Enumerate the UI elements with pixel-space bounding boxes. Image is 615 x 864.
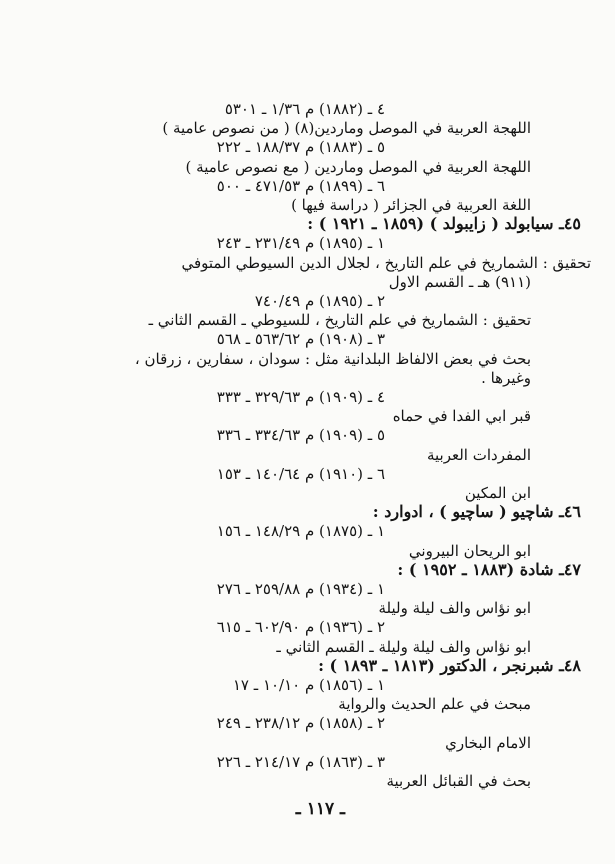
entry-title-line: وغيرها . <box>481 369 531 387</box>
entry-ref-line: ١ ـ (١٨٩٥) م ٢٣١/٤٩ ـ ٢٤٣ <box>216 234 385 252</box>
entry-ref-line: ٢ ـ (١٩٣٦) م ٦٠٢/٩٠ ـ ٦١٥ <box>216 618 385 636</box>
entry-ref-line: ٢ ـ (١٨٩٥) م ٧٤٠/٤٩ <box>254 292 385 310</box>
entry-ref-line: ٤ ـ (١٩٠٩) م ٣٢٩/٦٣ ـ ٣٣٣ <box>216 388 385 406</box>
entry-ref-line: ٣ ـ (١٩٠٨) م ٥٦٣/٦٢ ـ ٥٦٨ <box>216 330 385 348</box>
entry-ref-line: ٦ ـ (١٩١٠) م ١٤٠/٦٤ ـ ١٥٣ <box>216 465 385 483</box>
entry-ref-line: ٣ ـ (١٨٦٣) م ٢١٤/١٧ ـ ٢٢٦ <box>216 753 385 771</box>
section-heading: ٤٥ـ سيابولد ( زايبولد ) (١٨٥٩ ـ ١٩٢١ ) : <box>307 214 581 233</box>
entry-ref-line: ٥ ـ (١٩٠٩) م ٣٣٤/٦٣ ـ ٣٣٦ <box>216 426 385 444</box>
section-heading: ٤٧ـ شادة (١٨٨٣ ـ ١٩٥٢ ) : <box>397 560 581 579</box>
entry-ref-line: ٦ ـ (١٨٩٩) م ٤٧١/٥٣ ـ ٥٠٠ <box>216 177 385 195</box>
entry-title-line: قبر ابي الفدا في حماه <box>392 407 531 425</box>
section-heading: ٤٦ـ شاچيو ( ساچيو ) ، ادوارد : <box>372 502 581 521</box>
entry-title-line: اللغة العربية في الجزائر ( دراسة فيها ) <box>291 196 531 214</box>
entry-title-line: بحث في القبائل العربية <box>386 772 531 790</box>
entry-title-line: اللهجة العربية في الموصل وماردين ( مع نصوص عامية ) <box>185 158 531 176</box>
entry-title-line: ابو نؤاس والف ليلة وليلة ـ القسم الثاني ـ <box>276 638 531 656</box>
entry-ref-line: ٢ ـ (١٨٥٨) م ٢٣٨/١٢ ـ ٢٤٩ <box>216 714 385 732</box>
entry-ref-line: ١ ـ (١٨٧٥) م ١٤٨/٢٩ ـ ١٥٦ <box>216 522 385 540</box>
entry-title-line: ابن المكين <box>464 484 531 502</box>
entry-title-line: ابو نؤاس والف ليلة وليلة <box>378 599 531 617</box>
entry-title-line: الامام البخاري <box>445 734 531 752</box>
entry-title-line: تحقيق : الشماريخ في علم التاريخ ، للسيوطي ـ القسم الثاني ـ <box>148 311 531 329</box>
entry-title-line: بحث في بعض الالفاظ البلدانية مثل : سودان ، سفارين ، زرقان ، <box>134 350 531 368</box>
page-number: ـ ١١٧ ـ <box>295 799 345 819</box>
entry-ref-line: ١ ـ (١٩٣٤) م ٢٥٩/٨٨ ـ ٢٧٦ <box>216 580 385 598</box>
entry-title-line: مبحث في علم الحديث والرواية <box>338 695 531 713</box>
entry-title-line: اللهجة العربية في الموصل وماردين(٨) ( من نصوص عامية ) <box>162 119 531 137</box>
entry-title-line: المفردات العربية <box>426 446 531 464</box>
entry-title-line: تحقيق : الشماريخ في علم التاريخ ، لجلال الدين السيوطي المتوفي <box>181 254 591 272</box>
entry-ref-line: ١ ـ (١٨٥٦) م ١٠/١٠ ـ ١٧ <box>232 676 385 694</box>
entry-ref-line: ٥ ـ (١٨٨٣) م ١٨٨/٣٧ ـ ٢٢٢ <box>216 138 385 156</box>
section-heading: ٤٨ـ شبرنجر ، الدكتور (١٨١٣ ـ ١٨٩٣ ) : <box>318 656 581 675</box>
entry-ref-line: ٤ ـ (١٨٨٢) م ١/٣٦ ـ ٥٣٠١ <box>224 100 385 118</box>
entry-title-line: ابو الريحان البيروني <box>408 542 531 560</box>
entry-title-line: (٩١١) هـ ـ القسم الاول <box>388 273 531 291</box>
